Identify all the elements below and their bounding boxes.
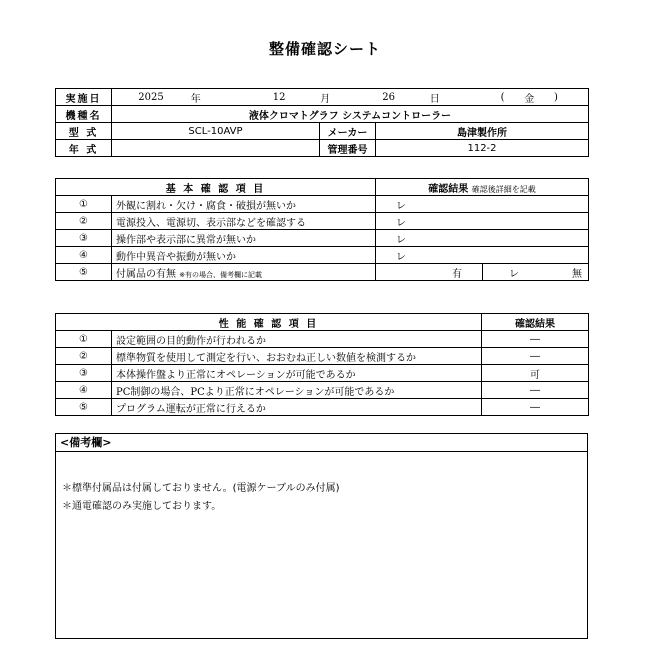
model-label: 型 式 xyxy=(56,123,112,140)
accessory-none-cell xyxy=(483,264,589,281)
date-day: 26 xyxy=(382,91,395,103)
table-row xyxy=(56,213,589,230)
row-result: レ xyxy=(376,230,589,247)
model-name-value: 液体クロマトグラフ システムコントローラー xyxy=(112,106,589,123)
row-number: ④ xyxy=(56,382,112,399)
basic-result-label: 確認結果 xyxy=(428,183,469,195)
row-text: 標準物質を使用して測定を行い、おおむね正しい数値を検測するか xyxy=(112,348,482,365)
remarks-line: ＊標準付属品は付属しておりません。(電源ケーブルのみ付属) xyxy=(62,483,340,494)
remarks-header: <備考欄> xyxy=(56,434,587,452)
row-number: ② xyxy=(56,348,112,365)
row-result: ― xyxy=(482,399,589,416)
row-result: レ xyxy=(376,196,589,213)
date-weekday: 金 xyxy=(524,93,535,105)
accessory-has: 有 xyxy=(376,264,483,281)
weekday-open: ( xyxy=(500,91,505,103)
table-row xyxy=(56,382,589,399)
row-result: レ xyxy=(376,247,589,264)
date-month-unit: 月 xyxy=(320,93,331,105)
year-label: 年 式 xyxy=(56,140,112,157)
date-month: 12 xyxy=(272,91,286,103)
row-result: 可 xyxy=(482,365,589,382)
row-number: ① xyxy=(56,196,112,213)
remarks-box xyxy=(55,433,588,639)
row-result: レ xyxy=(376,213,589,230)
accessory-text xyxy=(112,264,376,281)
weekday-close: ) xyxy=(554,91,558,103)
table-row xyxy=(56,196,589,213)
date-year-unit: 年 xyxy=(190,93,201,105)
row-result: ― xyxy=(482,331,589,348)
row-text: 操作部や表示部に異常が無いか xyxy=(112,230,376,247)
row-number: ③ xyxy=(56,365,112,382)
row-text: 本体操作盤より正常にオペレーションが可能であるか xyxy=(112,365,482,382)
row-text: PC制御の場合、PCより正常にオペレーションが可能であるか xyxy=(112,382,482,399)
maker-value: 島津製作所 xyxy=(376,123,589,140)
performance-header-row xyxy=(56,314,589,331)
remarks-line: ＊通電確認のみ実施しております。 xyxy=(62,501,222,512)
date-year: 2025 xyxy=(138,91,164,103)
model-name-label: 機種名 xyxy=(56,106,112,123)
row-text: 外観に割れ・欠け・腐食・破損が無いか xyxy=(112,196,376,213)
maker-label: メーカー xyxy=(320,123,376,140)
table-row xyxy=(56,348,589,365)
row-text: プログラム運転が正常に行えるか xyxy=(112,399,482,416)
row-number: ④ xyxy=(56,247,112,264)
accessory-mark: レ xyxy=(509,268,520,280)
table-row xyxy=(56,331,589,348)
model-name-row xyxy=(56,106,589,123)
row-text: 設定範囲の目的動作が行われるか xyxy=(112,331,482,348)
row-result: ― xyxy=(482,348,589,365)
row-text: 動作中異音や振動が無いか xyxy=(112,247,376,264)
row-result: ― xyxy=(482,382,589,399)
accessory-row xyxy=(56,264,589,281)
model-value: SCL-10AVP xyxy=(112,123,320,140)
row-number: ⑤ xyxy=(56,264,112,281)
basic-result-note: 確認後詳細を記載 xyxy=(471,184,536,194)
accessory-label: 付属品の有無 xyxy=(116,268,176,280)
table-row xyxy=(56,247,589,264)
row-number: ⑤ xyxy=(56,399,112,416)
date-day-unit: 日 xyxy=(429,93,440,105)
row-number: ② xyxy=(56,213,112,230)
equipment-info-table xyxy=(55,88,589,157)
row-number: ③ xyxy=(56,230,112,247)
basic-header-item: 基 本 確 認 項 目 xyxy=(56,179,376,196)
row-text: 電源投入、電源切、表示部などを確認する xyxy=(112,213,376,230)
basic-header-row xyxy=(56,179,589,196)
mgmt-label: 管理番号 xyxy=(320,140,376,157)
basic-check-table xyxy=(55,178,589,281)
accessory-none: 無 xyxy=(572,268,583,280)
performance-check-table xyxy=(55,313,589,416)
mgmt-value: 112-2 xyxy=(376,140,589,157)
table-row xyxy=(56,365,589,382)
date-row xyxy=(56,89,589,106)
table-row xyxy=(56,230,589,247)
performance-header-item: 性 能 確 認 項 目 xyxy=(56,314,482,331)
date-value xyxy=(112,89,589,106)
row-number: ① xyxy=(56,331,112,348)
performance-header-result: 確認結果 xyxy=(482,314,589,331)
table-row xyxy=(56,399,589,416)
year-value xyxy=(112,140,320,157)
model-row xyxy=(56,123,589,140)
sheet-title: 整備確認シート xyxy=(268,40,381,58)
basic-header-result xyxy=(376,179,589,196)
accessory-note: ※有の場合、備考欄に記載 xyxy=(179,270,263,279)
year-row xyxy=(56,140,589,157)
date-label: 実施日 xyxy=(56,89,112,106)
